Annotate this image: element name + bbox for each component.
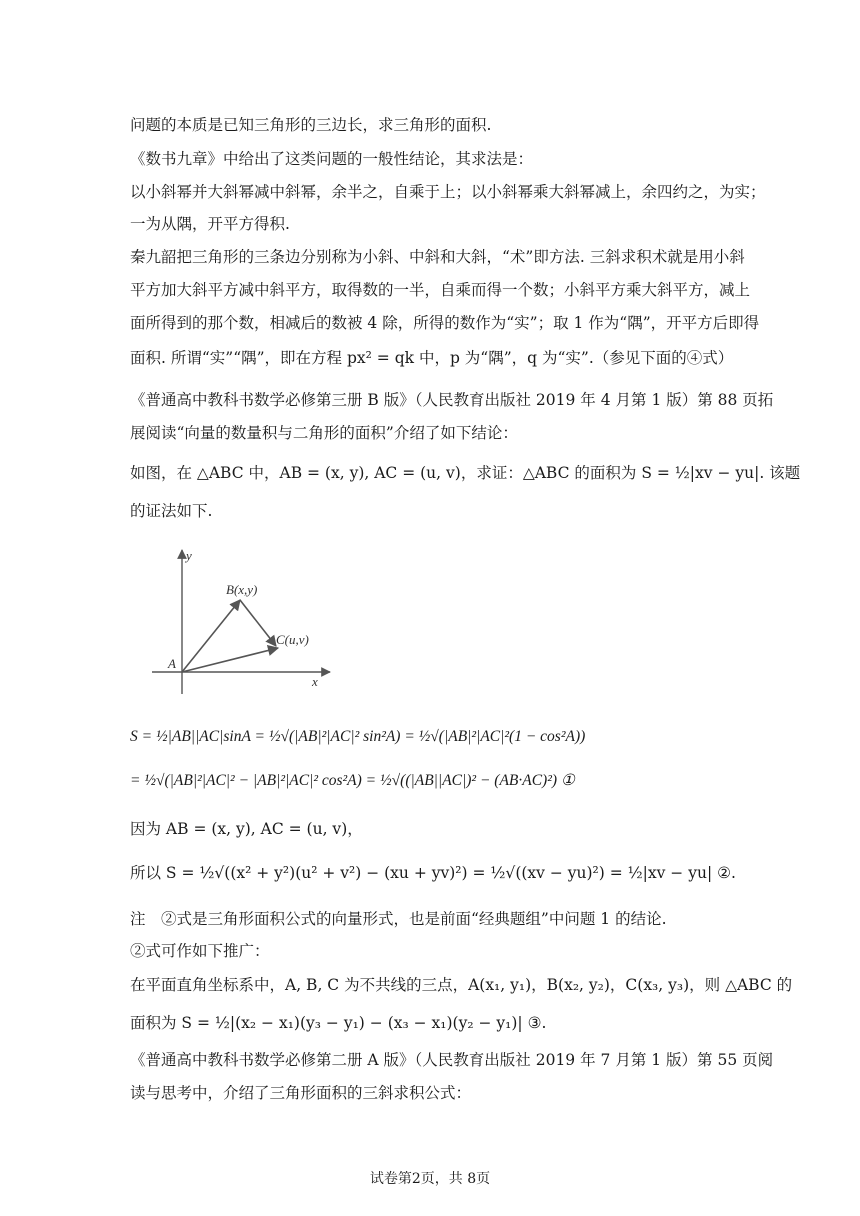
- paragraph-line-1: 问题的本质是已知三角形的三边长，求三角形的面积.: [130, 116, 492, 134]
- y-axis-label: y: [186, 548, 192, 563]
- paragraph-line-6: 平方加大斜平方减中斜平方，取得数的一半，自乘而得一个数；小斜平方乘大斜平方，减上: [130, 281, 751, 299]
- paragraph-line-10: 展阅读“向量的数量积与二角形的面积”介绍了如下结论：: [130, 424, 518, 442]
- note-line-6: 读与思考中，介绍了三角形面积的三斜求积公式：: [130, 1084, 472, 1102]
- formula-line-1: S = ½|AB||AC|sinA = ½√(|AB|²|AC|² sin²A) = ½√(|AB|²|AC|²(1 − cos²A)): [130, 728, 586, 745]
- point-a-label: A: [168, 656, 176, 671]
- paragraph-line-9: 《普通高中教科书数学必修第三册 B 版》（人民教育出版社 2019 年 4 月第 1 版）第 88 页拓: [130, 391, 774, 409]
- formula-line-2: = ½√(|AB|²|AC|² − |AB|²|AC|² cos²A) = ½√((|AB||AC|)² − (AB·AC)²) ①: [130, 772, 575, 789]
- note-line-2: ②式可作如下推广：: [130, 942, 270, 960]
- note-line-4: 面积为 S = ½|(x₂ − x₁)(y₃ − y₁) − (x₃ − x₁)(y₂ − y₁)| ③.: [130, 1014, 547, 1032]
- paragraph-line-2: 《数书九章》中给出了这类问题的一般性结论，其求法是：: [130, 150, 534, 168]
- paragraph-line-4: 一为从隅，开平方得积.: [130, 215, 290, 233]
- side-bc-arrow: [240, 600, 276, 646]
- point-b-label: B(x,y): [226, 582, 258, 597]
- vector-ac-arrow: [182, 648, 278, 672]
- note-line-1: 注 ②式是三角形面积公式的向量形式，也是前面“经典题组”中问题 1 的结论.: [130, 910, 667, 928]
- note-line-3: 在平面直角坐标系中，A, B, C 为不共线的三点，A(x₁, y₁)，B(x₂, y₂)，C(x₃, y₃)，则 △ABC 的: [130, 976, 793, 994]
- vector-triangle-figure: [150, 544, 350, 694]
- page-footer: 试卷第2页，共 8页: [369, 1171, 491, 1187]
- paragraph-line-12: 的证法如下.: [130, 502, 213, 520]
- paragraph-line-3: 以小斜幂并大斜幂减中斜幂，余半之，自乘于上；以小斜幂乘大斜幂减上，余四约之，为实；: [130, 183, 766, 201]
- vector-ab-arrow: [182, 600, 240, 672]
- paragraph-line-7: 面所得到的那个数，相减后的数被 4 除，所得的数作为“实”；取 1 作为“隅”，开平方后即得: [130, 314, 760, 332]
- x-axis-label: x: [312, 674, 318, 689]
- point-c-label: C(u,v): [276, 632, 309, 647]
- paragraph-line-5: 秦九韶把三角形的三条边分别称为小斜、中斜和大斜，“术”即方法. 三斜求积术就是用小斜: [130, 248, 745, 266]
- paragraph-line-8: 面积. 所谓“实”“隅”，即在方程 px² = qk 中，p 为“隅”，q 为“实”.（参见下面的④式）: [130, 349, 734, 367]
- formula-line-4: 所以 S = ½√((x² + y²)(u² + v²) − (xu + yv)²) = ½√((xv − yu)²) = ½|xv − yu| ②.: [130, 864, 736, 882]
- paragraph-line-11: 如图，在 △ABC 中，AB = (x, y), AC = (u, v)，求证：△ABC 的面积为 S = ½|xv − yu|. 该题: [130, 464, 801, 482]
- formula-line-3: 因为 AB = (x, y), AC = (u, v)，: [130, 820, 363, 838]
- note-line-5: 《普通高中教科书数学必修第二册 A 版》（人民教育出版社 2019 年 7 月第 1 版）第 55 页阅: [130, 1051, 774, 1069]
